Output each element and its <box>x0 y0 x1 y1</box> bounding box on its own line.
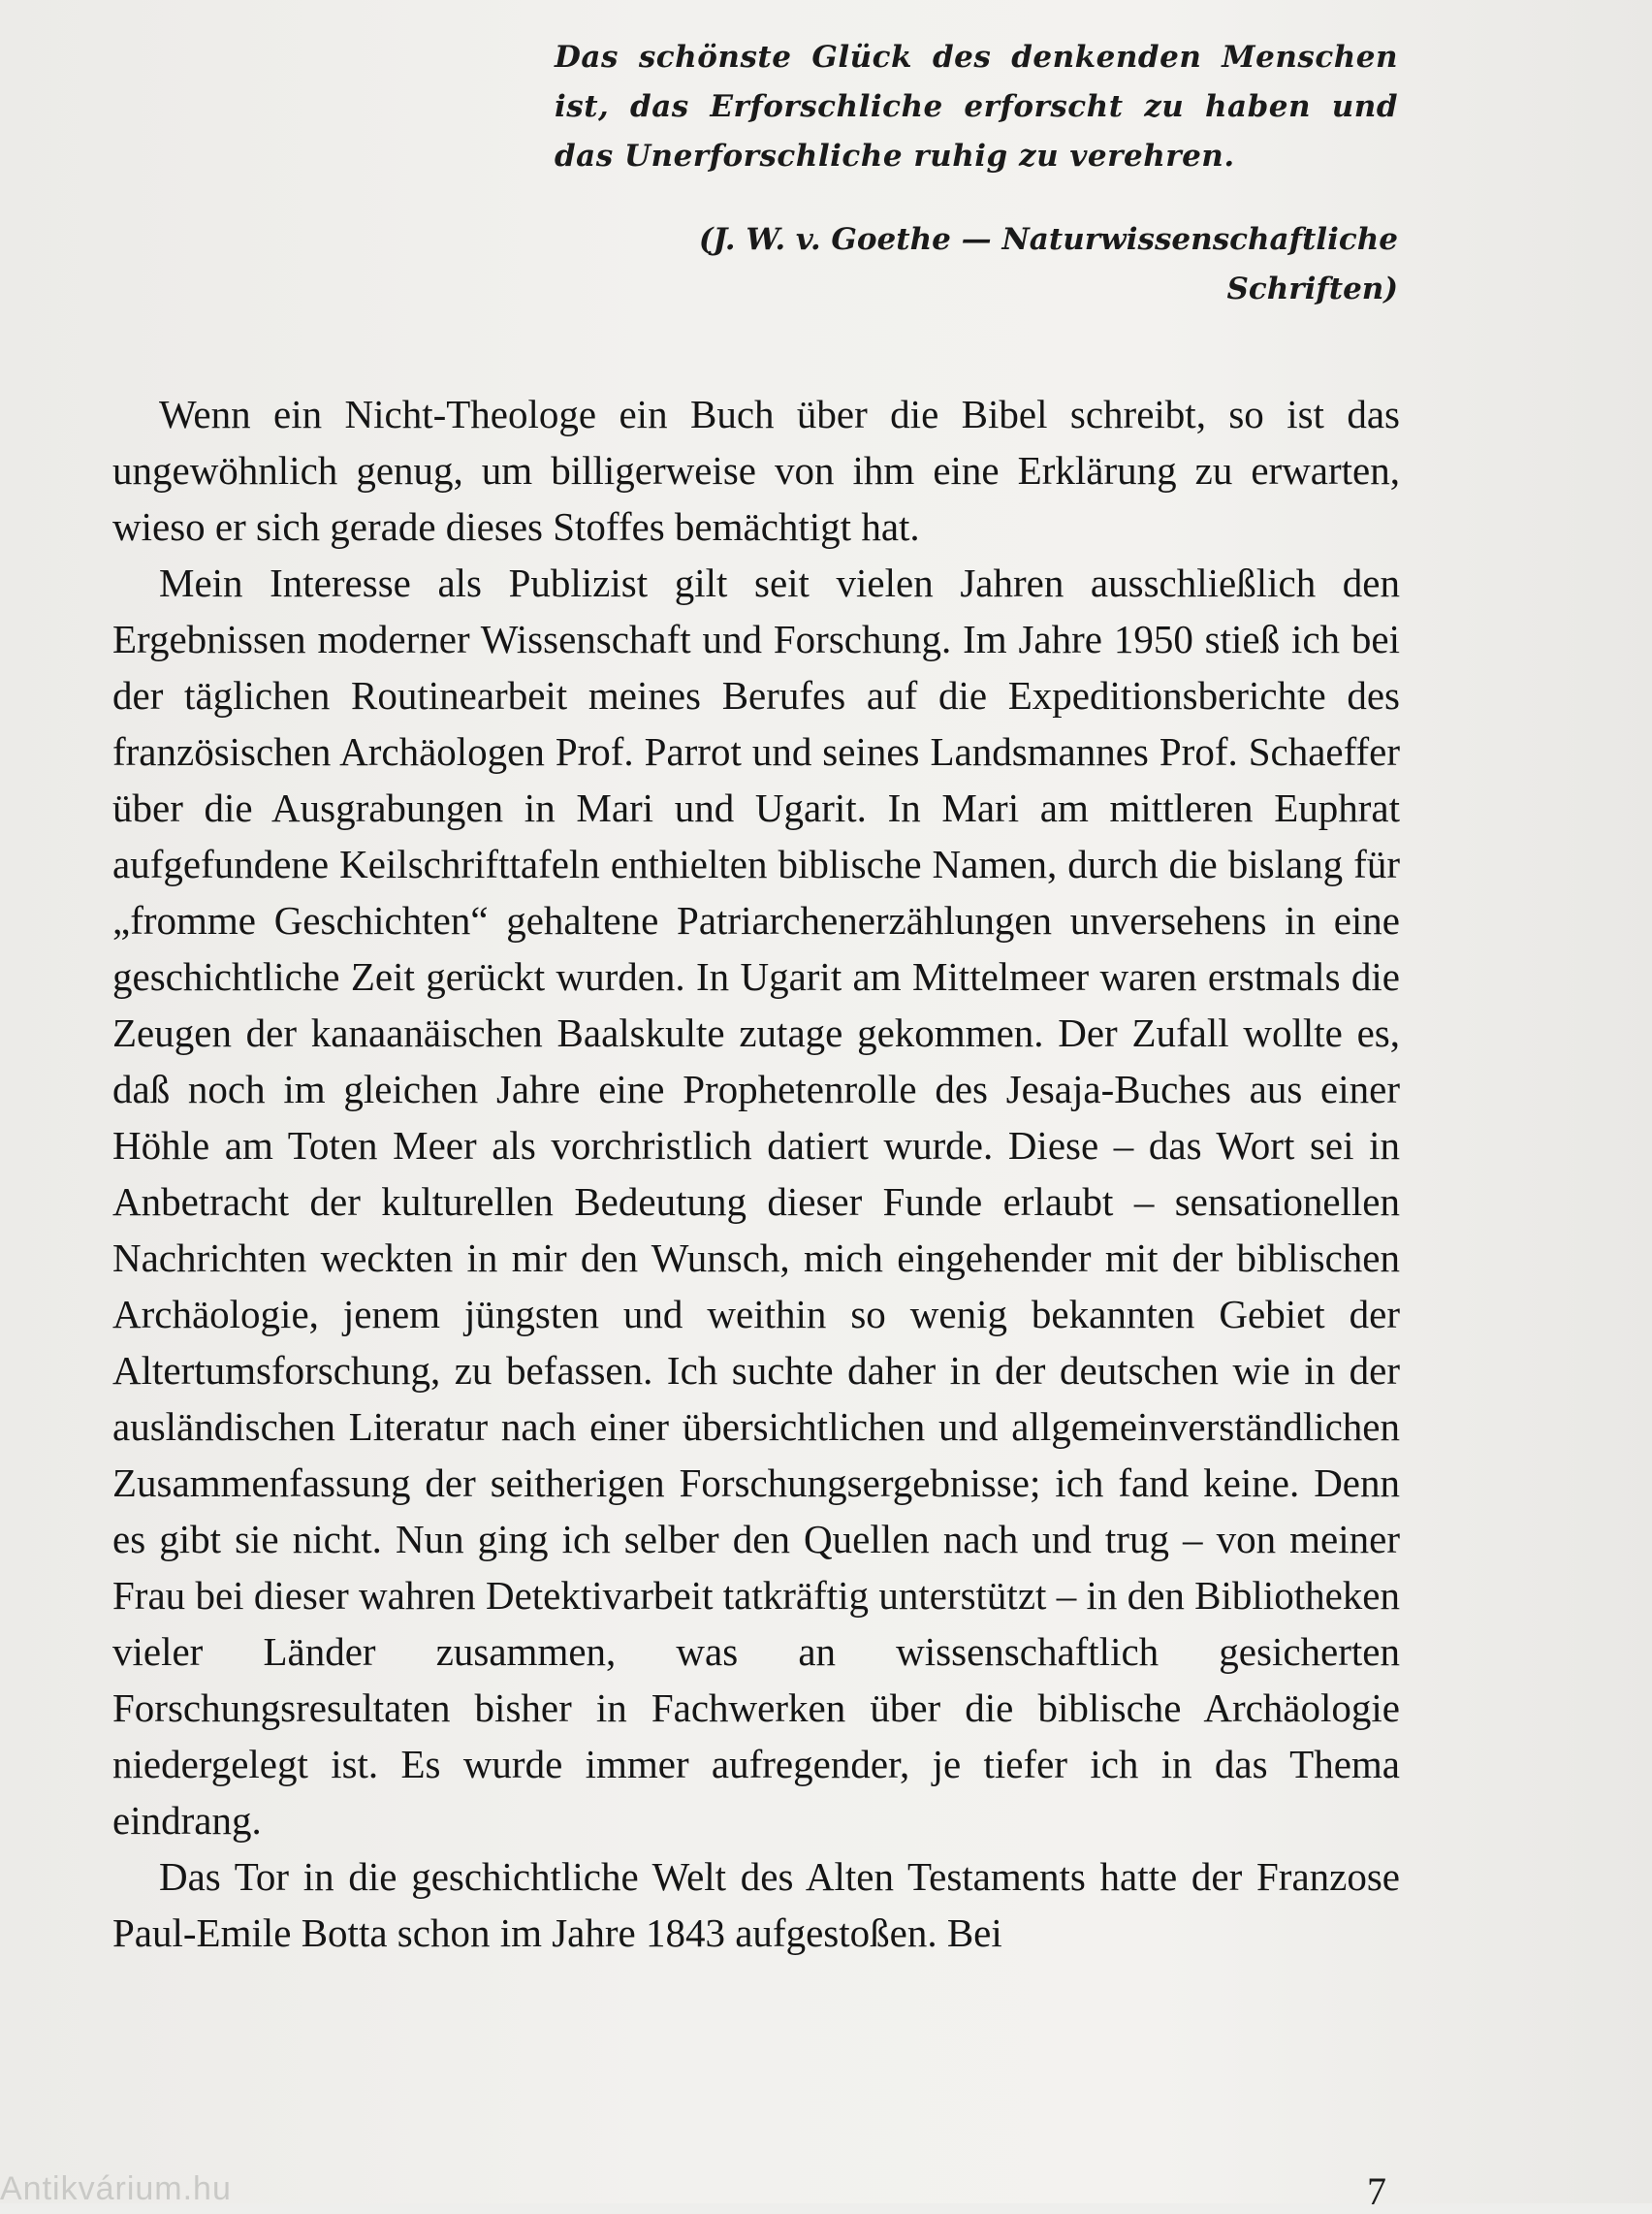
paragraph-2: Mein Interesse als Publizist gilt seit vielen Jahren ausschließlich den Ergebnissen moderner Wissenschaft und Forschung. Im Jahre 1950 stieß ich bei der täglichen Routinearbeit meines Berufes auf die Expeditionsberichte des französischen Archäologen Prof. Parrot und seines Landsmannes Prof. Schaeffer über die Ausgrabungen in Mari und Ugarit. In Mari am mittleren Euphrat aufgefundene Keilschrifttafeln enthielten biblische Namen, durch die bislang für „fromme Geschichten“ gehaltene Patriarchenerzählungen unversehens in eine geschichtliche Zeit gerückt wurden. In Ugarit am Mittelmeer waren erstmals die Zeugen der kanaanäischen Baalskulte zutage gekommen. Der Zufall wollte es, daß noch im gleichen Jahre eine Prophetenrolle des Jesaja-Buches aus einer Höhle am Toten Meer als vorchristlich datiert wurde. Diese – das Wort sei in Anbetracht der kulturellen Bedeutung dieser Funde erlaubt – sensationellen Nachrichten weckten in mir den Wunsch, mich eingehender mit der biblischen Archäologie, jenem jüngsten und weithin so wenig bekannten Gebiet der Altertumsforschung, zu befassen. Ich suchte daher in der deutschen wie in der ausländischen Literatur nach einer übersichtlichen und allgemeinverständlichen Zusammenfassung der seitherigen Forschungsergebnisse; ich fand keine. Denn es gibt sie nicht. Nun ging ich selber den Quellen nach und trug – von meiner Frau bei dieser wahren Detektivarbeit tatkräftig unterstützt – in den Bibliotheken vieler Länder zusammen, was an wissenschaftlich gesicherten Forschungsresultaten bisher in Fachwerken über die biblische Archäologie niedergelegt ist. Es wurde immer aufregender, je tiefer ich in das Thema eindrang. <box>112 561 1400 1843</box>
body-text <box>112 386 1400 1961</box>
epigraph-quote: Das schönste Glück des denkenden Menschen ist, das Erforschliche erforscht zu haben und das Unerforschliche ruhig zu verehren. <box>555 40 1398 174</box>
page-number: 7 <box>1367 2169 1386 2213</box>
watermark: Antikvárium.hu <box>0 2170 232 2207</box>
paragraph-1: Wenn ein Nicht-Theologe ein Buch über die Bibel schreibt, so ist das ungewöhnlich genug, um billigerweise von ihm eine Erklärung zu erwarten, wieso er sich gerade dieses Stoffes bemächtigt hat. <box>112 392 1400 549</box>
epigraph-source: (J. W. v. Goethe — Naturwissenschaftliche Schriften) <box>698 222 1398 306</box>
paragraph-3: Das Tor in die geschichtliche Welt des Alten Testaments hatte der Franzose Paul-Emile Botta schon im Jahre 1843 aufgestoßen. Bei <box>112 1854 1400 1955</box>
